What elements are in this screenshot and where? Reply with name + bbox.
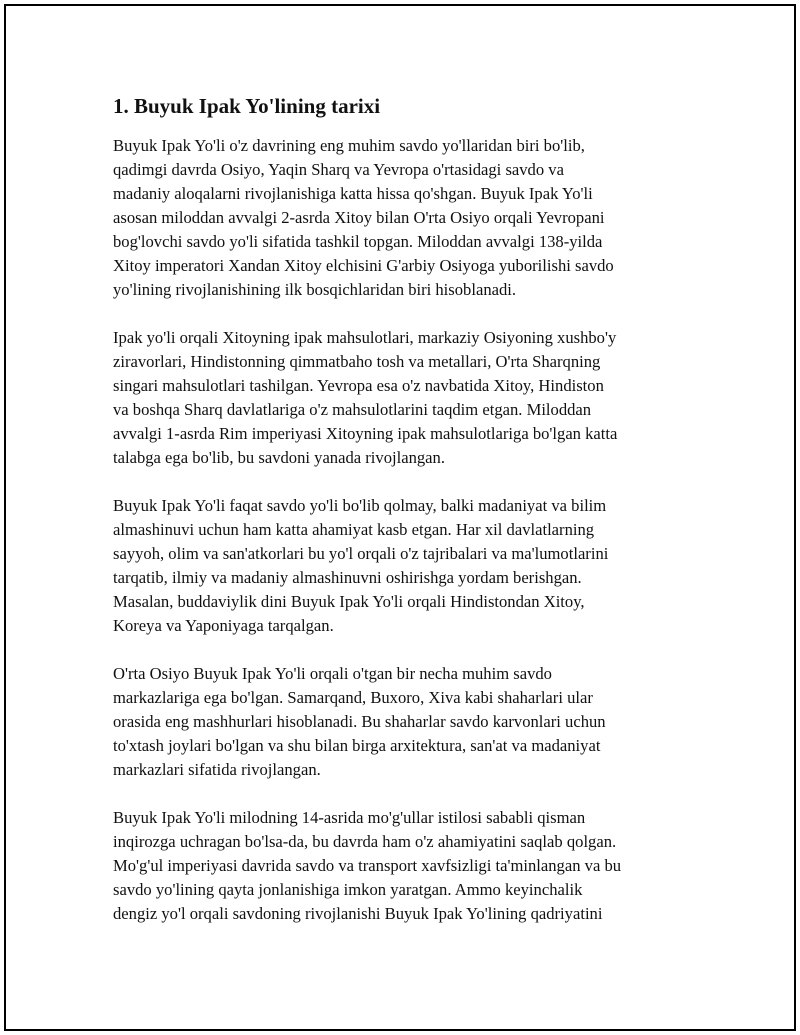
text-line: markazlari sifatida rivojlangan.: [113, 760, 321, 779]
text-line: Buyuk Ipak Yo'li o'z davrining eng muhim savdo yo'llaridan biri bo'lib,: [113, 136, 585, 155]
text-line: Buyuk Ipak Yo'li milodning 14-asrida mo'g'ullar istilosi sababli qisman: [113, 808, 586, 827]
text-line: Masalan, buddaviylik dini Buyuk Ipak Yo'li orqali Hindistondan Xitoy,: [113, 592, 585, 611]
paragraph-3: [113, 494, 693, 638]
text-line: bog'lovchi savdo yo'li sifatida tashkil topgan. Miloddan avvalgi 138-yilda: [113, 232, 603, 251]
text-line: sayyoh, olim va san'atkorlari bu yo'l orqali o'z tajribalari va ma'lumotlarini: [113, 544, 609, 563]
text-line: asosan miloddan avvalgi 2-asrda Xitoy bilan O'rta Osiyo orqali Yevropani: [113, 208, 605, 227]
text-line: Ipak yo'li orqali Xitoyning ipak mahsulotlari, markaziy Osiyoning xushbo'y: [113, 328, 617, 347]
text-line: to'xtash joylari bo'lgan va shu bilan birga arxitektura, san'at va madaniyat: [113, 736, 601, 755]
text-line: singari mahsulotlari tashilgan. Yevropa esa o'z navbatida Xitoy, Hindiston: [113, 376, 604, 395]
text-line: Buyuk Ipak Yo'li faqat savdo yo'li bo'lib qolmay, balki madaniyat va bilim: [113, 496, 607, 515]
text-line: talabga ega bo'lib, bu savdoni yanada rivojlangan.: [113, 448, 445, 467]
text-line: yo'lining rivojlanishining ilk bosqichlaridan biri hisoblanadi.: [113, 280, 517, 299]
section-heading: 1. Buyuk Ipak Yo'lining tarixi: [113, 94, 381, 118]
text-line: avvalgi 1-asrda Rim imperiyasi Xitoyning ipak mahsulotlariga bo'lgan katta: [113, 424, 618, 443]
text-line: savdo yo'lining qayta jonlanishiga imkon yaratgan. Ammo keyinchalik: [113, 880, 583, 899]
text-line: dengiz yo'l orqali savdoning rivojlanishi Buyuk Ipak Yo'lining qadriyatini: [113, 904, 603, 923]
document-body: [113, 92, 693, 950]
text-line: qadimgi davrda Osiyo, Yaqin Sharq va Yevropa o'rtasidagi savdo va: [113, 160, 564, 179]
text-line: almashinuvi uchun ham katta ahamiyat kasb etgan. Har xil davlatlarning: [113, 520, 595, 539]
paragraph-2: [113, 326, 693, 470]
text-line: tarqatib, ilmiy va madaniy almashinuvni oshirishga yordam berishgan.: [113, 568, 582, 587]
text-line: ziravorlari, Hindistonning qimmatbaho tosh va metallari, O'rta Sharqning: [113, 352, 601, 371]
text-line: madaniy aloqalarni rivojlanishiga katta hissa qo'shgan. Buyuk Ipak Yo'li: [113, 184, 593, 203]
paragraph-4: [113, 662, 693, 782]
text-line: Xitoy imperatori Xandan Xitoy elchisini G'arbiy Osiyoga yuborilishi savdo: [113, 256, 614, 275]
paragraph-1: [113, 134, 693, 302]
text-line: Koreya va Yaponiyaga tarqalgan.: [113, 616, 334, 635]
paragraph-5: [113, 806, 693, 926]
text-line: inqirozga uchragan bo'lsa-da, bu davrda ham o'z ahamiyatini saqlab qolgan.: [113, 832, 617, 851]
text-line: va boshqa Sharq davlatlariga o'z mahsulotlarini taqdim etgan. Miloddan: [113, 400, 592, 419]
text-line: O'rta Osiyo Buyuk Ipak Yo'li orqali o'tgan bir necha muhim savdo: [113, 664, 552, 683]
text-line: Mo'g'ul imperiyasi davrida savdo va transport xavfsizligi ta'minlangan va bu: [113, 856, 622, 875]
text-line: markazlariga ega bo'lgan. Samarqand, Buxoro, Xiva kabi shaharlari ular: [113, 688, 593, 707]
text-line: orasida eng mashhurlari hisoblanadi. Bu shaharlar savdo karvonlari uchun: [113, 712, 606, 731]
